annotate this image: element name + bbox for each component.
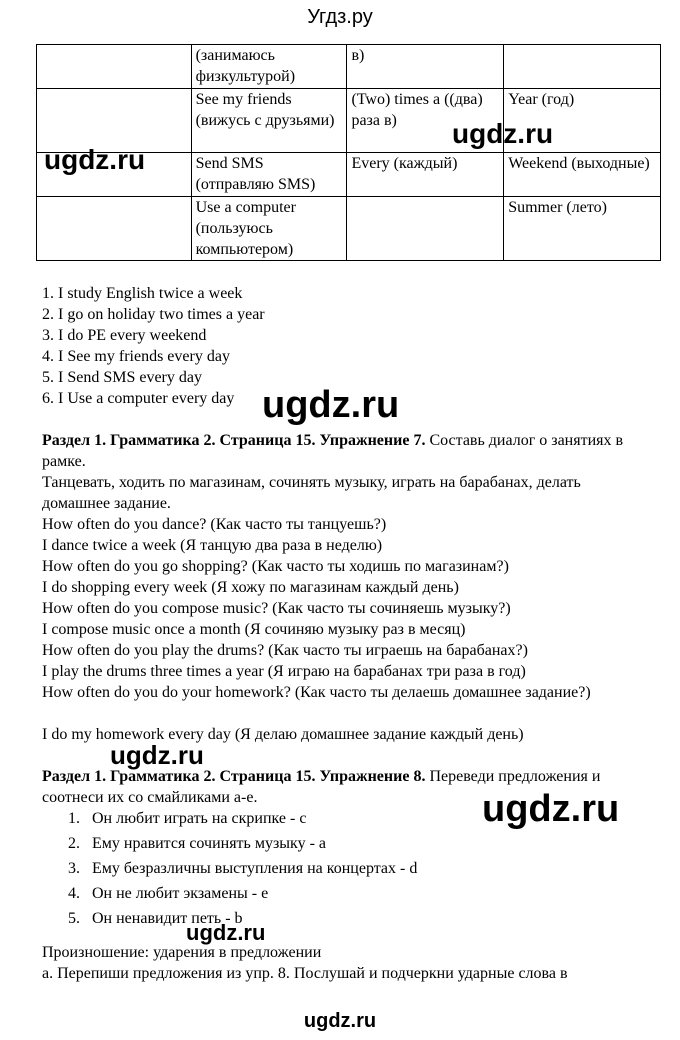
watermark: ugdz.ru [482,788,620,830]
dialog-line: I do shopping every week (Я хожу по магазинам каждый день) [42,579,459,596]
site-title: Угдз.ру [307,6,373,28]
dialog-line: I dance twice a week (Я танцую два раза в неделю) [42,537,383,554]
exercise-7-task: Составь диалог о занятиях в рамке. [42,432,624,470]
item-text: Ему нравится сочинять музыку - a [92,835,327,852]
table-cell: Send SMS (отправляю SMS) [191,153,347,197]
list-item: 4. I See my friends every day [42,348,230,365]
list-item [68,881,417,906]
table-row [37,197,661,261]
table-cell: в) [347,45,504,89]
table-cell: (Two) times a ((два) раза в) [347,89,504,153]
list-item: 2. I go on holiday two times a year [42,306,265,323]
item-number: 3. [68,860,80,877]
watermark: ugdz.ru [186,920,266,945]
pronunciation-title: Произношение: ударения в предложении [42,944,322,961]
item-number: 1. [68,810,80,827]
dialog-line: I do my homework every day (Я делаю домашнее задание каждый день) [42,726,524,743]
list-item [68,856,417,881]
exercise-7-header [42,430,642,472]
exercise-8-list [68,806,417,931]
item-text: Он любит играть на скрипке - c [92,810,307,827]
list-item: 3. I do PE every weekend [42,327,207,344]
list-item [68,831,417,856]
exercise-8-task: Переведи предложения и соотнеси их со смайликами a-e. [42,768,601,806]
exercise-7-words: Танцевать, ходить по магазинам, сочинять музыку, играть на барабанах, делать домашнее задание. [42,474,581,512]
table-cell: (занимаюсь физкультурой) [191,45,347,89]
list-item: 1. I study English twice a week [42,285,243,302]
table-cell: Weekend (выходные) [504,153,661,197]
table-cell [37,89,192,153]
list-item: 6. I Use a computer every day [42,390,235,407]
table-cell [504,45,661,89]
site-footer: ugdz.ru [303,1010,377,1032]
dialog-line: I compose music once a month (Я сочиняю музыку раз в месяц) [42,621,466,638]
table-cell: Every (каждый) [347,153,504,197]
dialog-line: I play the drums three times a year (Я играю на барабанах три раза в год) [42,663,526,680]
dialog-line: How often do you play the drums? (Как часто ты играешь на барабанах?) [42,642,528,659]
exercise-8-heading: Раздел 1. Грамматика 2. Страница 15. Упражнение 8. [42,768,426,785]
table-cell [347,197,504,261]
watermark: ugdz.ru [110,740,204,770]
dialog-line: How often do you compose music? (Как часто ты сочиняешь музыку?) [42,600,511,617]
table-row [37,45,661,89]
item-text: Он ненавидит петь - b [92,910,243,927]
list-item: 5. I Send SMS every day [42,369,202,386]
table-cell: Summer (лето) [504,197,661,261]
item-text: Он не любит экзамены - e [92,885,269,902]
item-number: 2. [68,835,80,852]
list-item [68,806,417,831]
pronunciation-task: a. Перепиши предложения из упр. 8. Послушай и подчеркни ударные слова в [42,965,568,982]
table-row [37,89,661,153]
watermark: ugdz.ru [452,118,554,149]
dialog-line: How often do you dance? (Как часто ты танцуешь?) [42,516,387,533]
table-cell: Use a computer (пользуюсь компьютером) [191,197,347,261]
dialog-line: How often do you do your homework? (Как часто ты делаешь домашнее задание?) [42,684,591,701]
watermark: ugdz.ru [44,144,146,175]
exercise-7-heading: Раздел 1. Грамматика 2. Страница 15. Упражнение 7. [42,432,426,449]
watermark: ugdz.ru [262,384,400,426]
item-number: 4. [68,885,80,902]
dialog-line: How often do you go shopping? (Как часто ты ходишь по магазинам?) [42,558,509,575]
table-cell [37,45,192,89]
table-cell: See my friends (вижусь с друзьями) [191,89,347,153]
item-number: 5. [68,910,80,927]
item-text: Ему безразличны выступления на концертах - d [92,860,418,877]
table-cell [37,197,192,261]
table-cell: Year (год) [504,89,661,153]
